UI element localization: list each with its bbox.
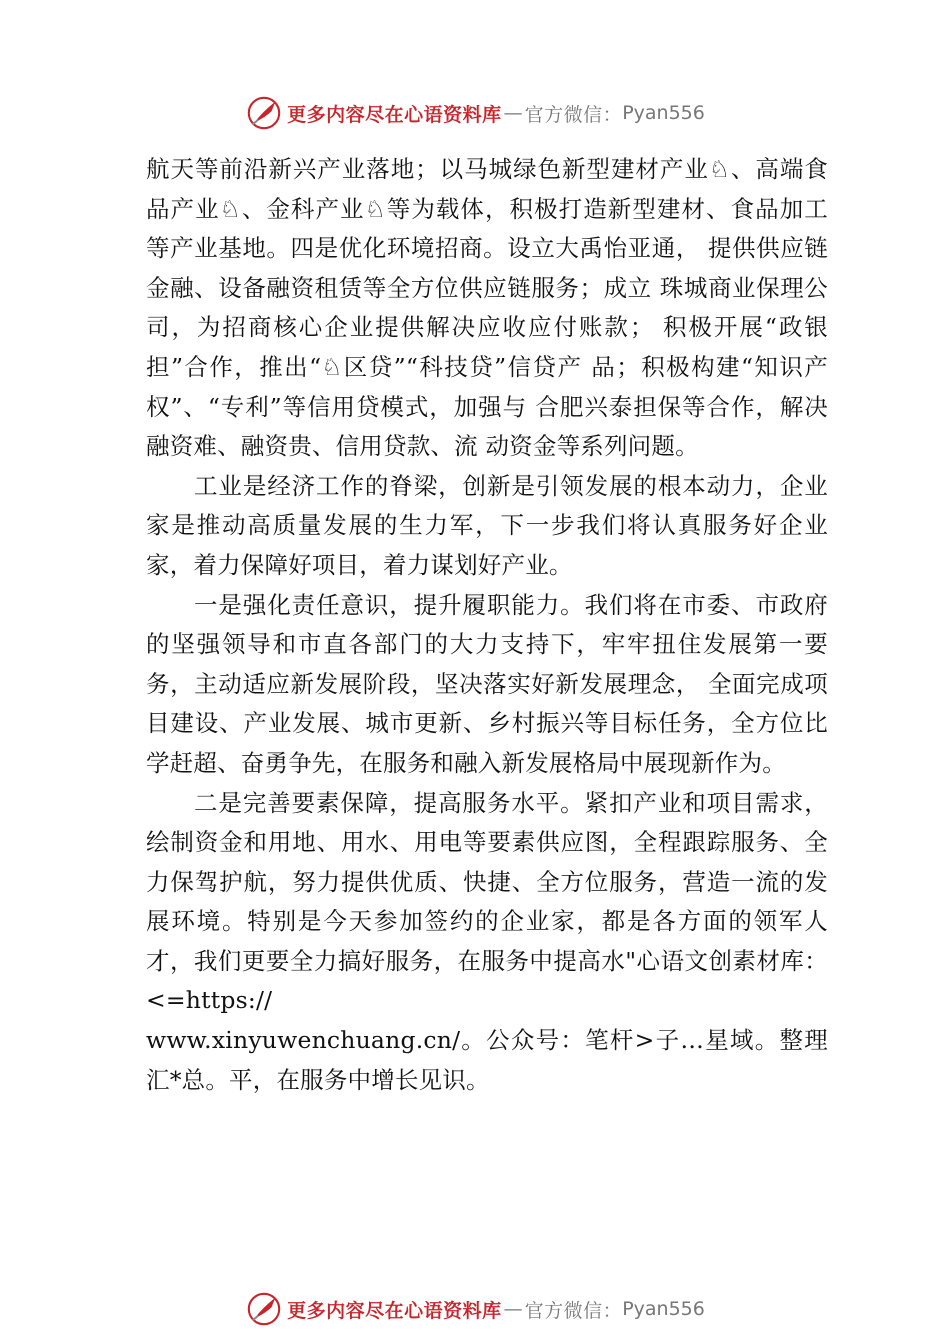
- banner-gray-text: 官方微信：: [524, 1299, 623, 1322]
- pen-nib-logo-icon: [245, 1290, 283, 1328]
- banner-wechat-id: Pyan556: [622, 102, 705, 124]
- banner-dash: —: [503, 1298, 523, 1320]
- paragraph-2: 工业是经济工作的脊梁，创新是引领发展的根本动力，企业家是推动高质量发展的生力军，下一步我们将认真服务好企业家，着力保障好项目，着力谋划好产业。: [146, 471, 828, 579]
- footer-banner: [0, 1289, 950, 1329]
- paragraph-5: www.xinyuwenchuang.cn/。公众号：笔杆>子…星域。整理汇*总。平，在服务中增长见识。: [146, 1026, 828, 1094]
- paragraph-3: 一是强化责任意识，提升履职能力。我们将在市委、市政府的坚强领导和市直各部门的大力支持下，牢牢扭住发展第一要务，主动适应新发展阶段，坚决落实好新发展理念， 全面完成项目建设、产业发展、城市更新、乡村振兴等目标任务，全方位比学赶超、奋勇争先，在服务和融入新发展格局中展现新作为。: [146, 590, 828, 777]
- paragraph-1: 航天等前沿新兴产业落地；以马城绿色新型建材产业♘、高端食品产业♘、金科产业♘等为载体，积极打造新型建材、食品加工等产业基地。四是优化环境招商。设立大禹怡亚通， 提供供应链金融、设备融资租赁等全方位供应链服务；成立 珠城商业保理公司，为招商核心企业提供解决应收应付账款； 积极开展“政银担”合作，推出“♘区贷”“科技贷”信贷产 品；积极构建“知识产权”、“专利”等信用贷模式，加强与 合肥兴泰担保等合作，解决融资难、融资贵、信用贷款、流 动资金等系列问题。: [146, 155, 828, 461]
- banner-red-text: 更多内容尽在心语资料库: [287, 1299, 502, 1322]
- banner-gray-text: 官方微信：: [524, 103, 623, 126]
- paragraph-4: 二是完善要素保障，提高服务水平。紧扣产业和项目需求，绘制资金和用地、用水、用电等要素供应图，全程跟踪服务、全力保驾护航，努力提供优质、快捷、全方位服务，营造一流的发展环境。特别是今天参加签约的企业家，都是各方面的领军人才，我们更要全力搞好服务，在服务中提高水"心语文创素材库：<=https://: [146, 788, 828, 1015]
- banner-dash: —: [503, 102, 523, 124]
- document-body: [146, 150, 828, 1100]
- pen-nib-logo-icon: [245, 94, 283, 132]
- banner-red-text: 更多内容尽在心语资料库: [287, 103, 502, 126]
- header-banner: [0, 93, 950, 133]
- banner-wechat-id: Pyan556: [622, 1298, 705, 1320]
